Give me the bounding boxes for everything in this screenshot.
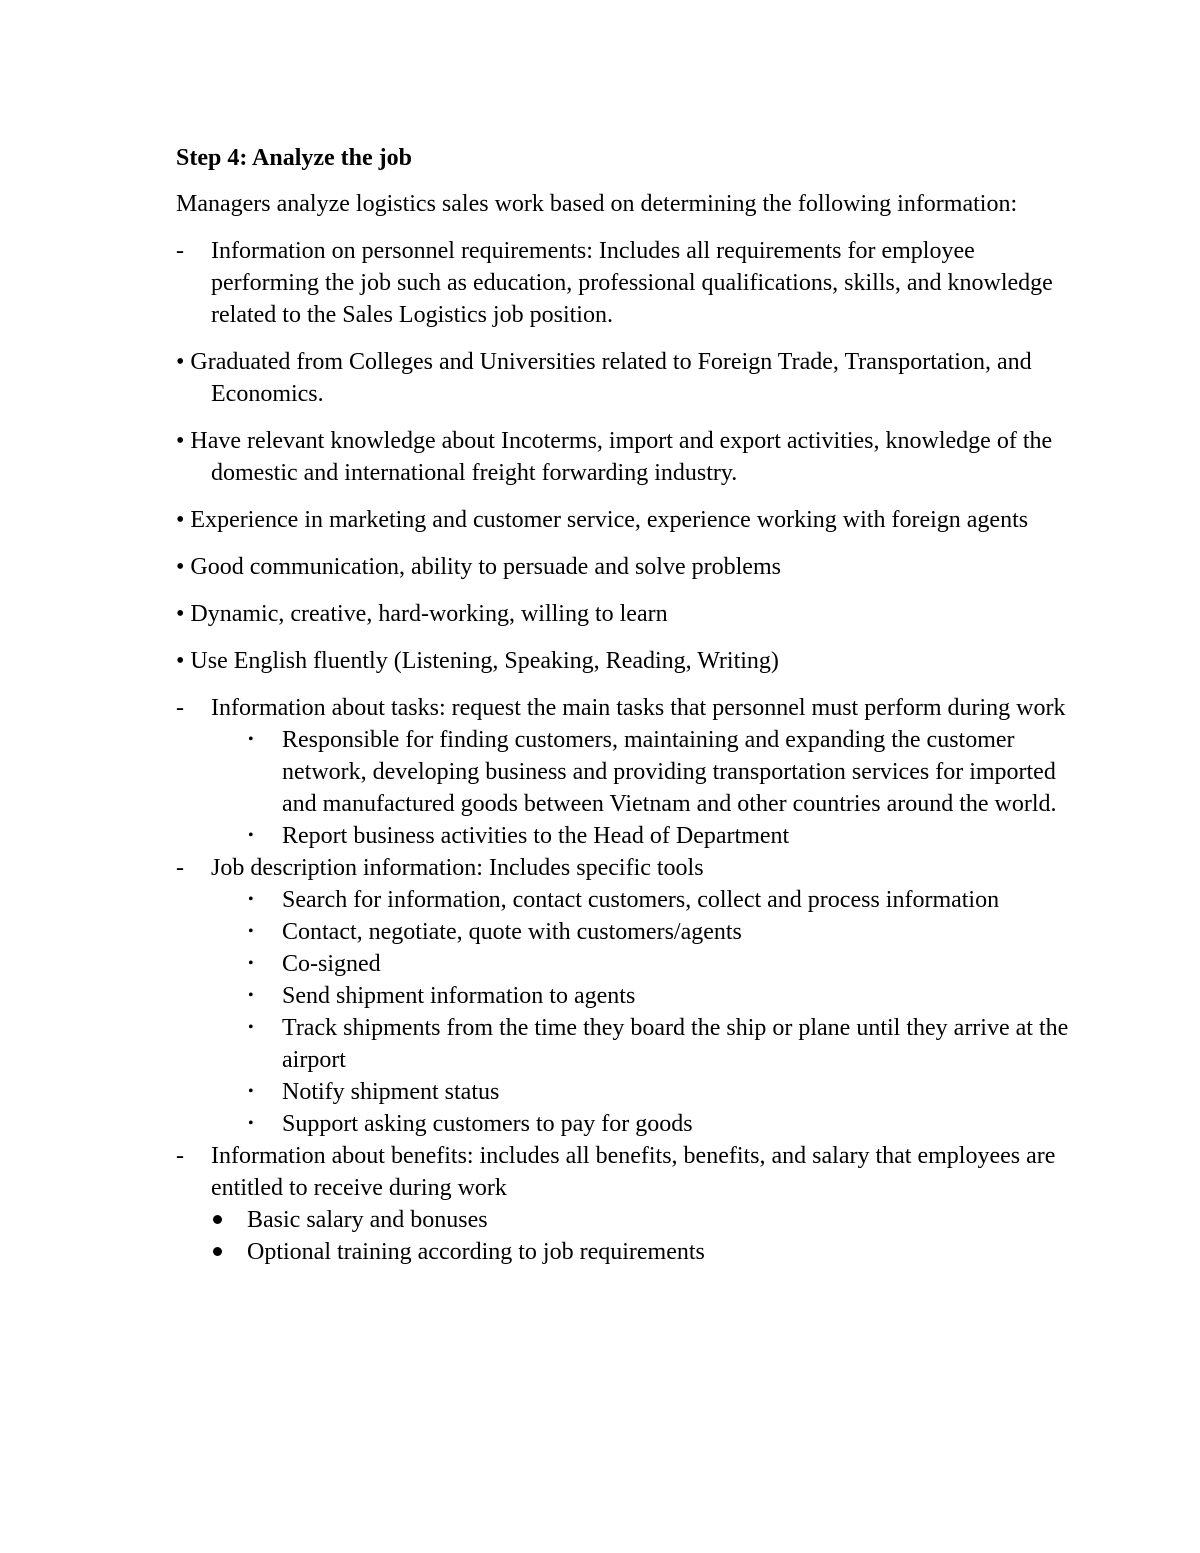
bullet-dot: • [248, 987, 254, 1004]
bullet-dot: • [248, 1083, 254, 1100]
bullet-dot: • [176, 428, 185, 454]
intro-paragraph: Managers analyze logistics sales work based on determining the following information: [176, 191, 1018, 217]
bullet-dot: • [176, 601, 185, 627]
dash-marker: - [176, 1143, 184, 1169]
bullet-dot: • [176, 554, 185, 580]
task-text: Report business activities to the Head of Department [282, 823, 790, 849]
requirement-text: Good communication, ability to persuade and solve problems [190, 554, 781, 580]
benefit-text: Optional training according to job requirements [247, 1239, 705, 1265]
requirement-text: Use English fluently (Listening, Speaking, Reading, Writing) [190, 648, 779, 674]
benefits-list [176, 1204, 1076, 1268]
task-text: Responsible for finding customers, maintaining and expanding the customer network, developing business and providing transportation services for imported and manufactured goods between Vietnam and other countries around the world. [282, 727, 1057, 817]
round-bullet-icon [213, 1247, 222, 1256]
requirement-bullet [176, 425, 1076, 489]
tasks-list [176, 724, 1076, 852]
tasks-item [176, 692, 1076, 724]
requirement-bullet [176, 598, 1076, 630]
document-body [176, 142, 1076, 1268]
dash-marker: - [176, 695, 184, 721]
requirement-text: Have relevant knowledge about Incoterms, import and export activities, knowledge of the domestic and international freight forwarding industry. [190, 428, 1053, 486]
tool-item [176, 1012, 1076, 1076]
tasks-text: Information about tasks: request the main tasks that personnel must perform during work [211, 695, 1066, 721]
bullet-dot: • [176, 349, 185, 375]
tool-text: Track shipments from the time they board the ship or plane until they arrive at the airport [282, 1015, 1069, 1073]
job-description-item [176, 852, 1076, 884]
requirement-bullet [176, 551, 1076, 583]
job-description-text: Job description information: Includes specific tools [211, 855, 704, 881]
requirement-text: Dynamic, creative, hard-working, willing to learn [190, 601, 668, 627]
tool-text: Contact, negotiate, quote with customers/agents [282, 919, 742, 945]
requirement-bullet [176, 645, 1076, 677]
benefit-item [176, 1236, 1076, 1268]
bullet-dot: • [248, 827, 254, 844]
tool-item [176, 884, 1076, 916]
dash-marker: - [176, 238, 184, 264]
bullet-dot: • [176, 648, 185, 674]
round-bullet-icon [213, 1215, 222, 1224]
benefits-item [176, 1140, 1076, 1204]
task-item [176, 724, 1076, 820]
personnel-requirements-text: Information on personnel requirements: Includes all requirements for employee performing the job such as education, professional qualifications, skills, and knowledge related to the Sales Logistics job position. [211, 238, 1053, 328]
requirement-text: Experience in marketing and customer service, experience working with foreign agents [190, 507, 1029, 533]
bullet-dot: • [248, 923, 254, 940]
tool-text: Support asking customers to pay for goods [282, 1111, 693, 1137]
bullet-dot: • [248, 731, 254, 748]
bullet-dot: • [248, 955, 254, 972]
benefits-text: Information about benefits: includes all benefits, benefits, and salary that employees are entitled to receive during work [211, 1143, 1056, 1201]
tool-item [176, 1108, 1076, 1140]
bullet-dot: • [248, 1115, 254, 1132]
benefit-text: Basic salary and bonuses [247, 1207, 488, 1233]
tool-text: Co-signed [282, 951, 381, 977]
requirement-bullet [176, 504, 1076, 536]
tool-text: Send shipment information to agents [282, 983, 636, 1009]
tool-item [176, 1076, 1076, 1108]
tool-text: Notify shipment status [282, 1079, 500, 1105]
task-item [176, 820, 1076, 852]
tool-text: Search for information, contact customers, collect and process information [282, 887, 1000, 913]
requirement-bullet [176, 346, 1076, 410]
tool-item [176, 980, 1076, 1012]
requirement-text: Graduated from Colleges and Universities related to Foreign Trade, Transportation, and Economics. [190, 349, 1032, 407]
bullet-dot: • [248, 1019, 254, 1036]
personnel-requirements-item [176, 235, 1076, 331]
bullet-dot: • [248, 891, 254, 908]
bullet-dot: • [176, 507, 185, 533]
benefit-item [176, 1204, 1076, 1236]
tool-item [176, 916, 1076, 948]
dash-marker: - [176, 855, 184, 881]
step-heading: Step 4: Analyze the job [176, 145, 412, 171]
job-description-list [176, 884, 1076, 1140]
tool-item [176, 948, 1076, 980]
